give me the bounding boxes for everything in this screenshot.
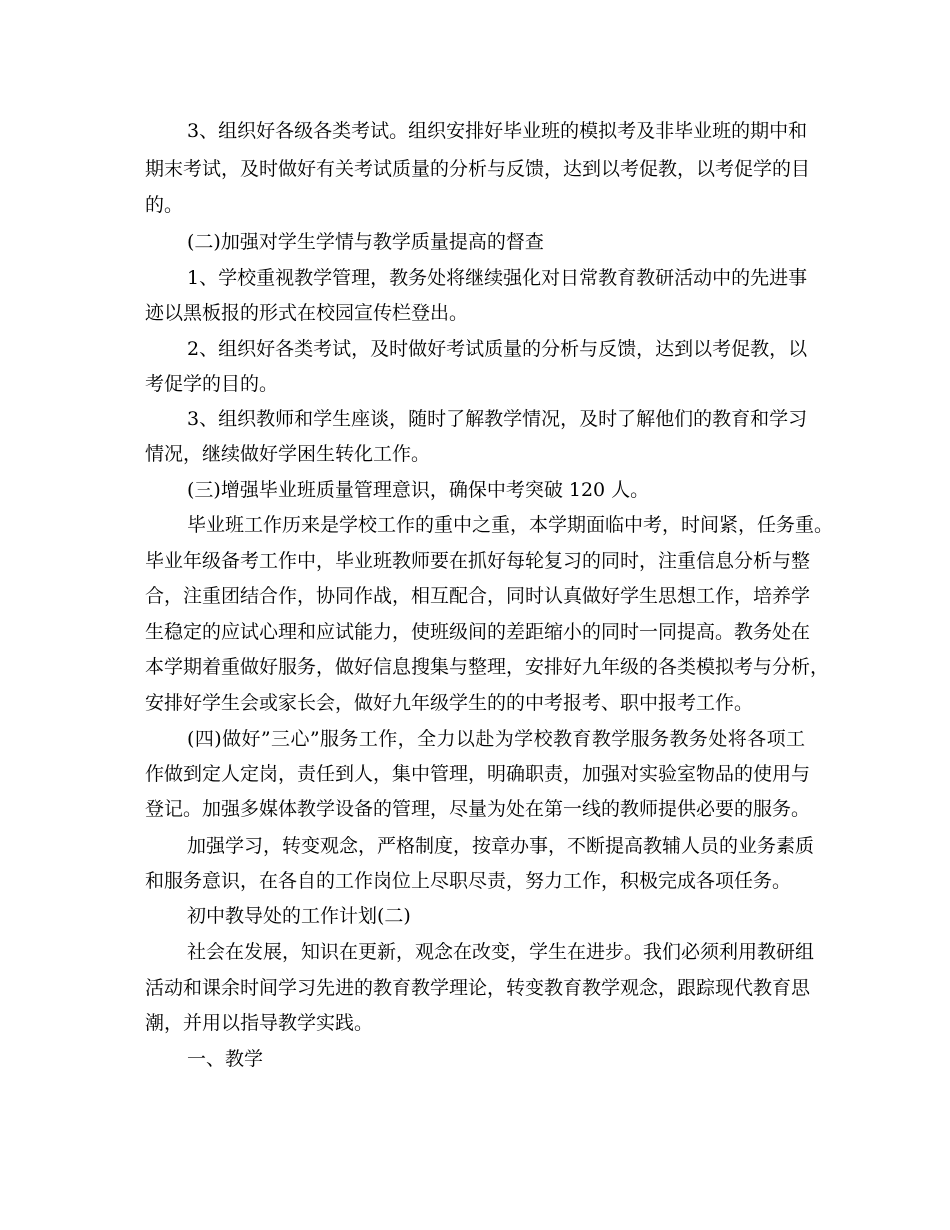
- text-line: 1、学校重视教学管理，教务处将继续强化对日常教育教研活动中的先进事: [187, 267, 808, 289]
- text-line: 和服务意识，在各自的工作岗位上尽职尽责，努力工作，积极完成各项任务。: [145, 870, 792, 892]
- text-line: 迹以黑板报的形式在校园宣传栏登出。: [145, 302, 469, 324]
- text-line: 3、组织教师和学生座谈，随时了解教学情况，及时了解他们的教育和学习: [187, 408, 808, 430]
- text-line: 毕业年级备考工作中，毕业班教师要在抓好每轮复习的同时，注重信息分析与整: [145, 550, 811, 572]
- text-line: 的。: [145, 194, 184, 216]
- text-line: 合，注重团结合作，协同作战，相互配合，同时认真做好学生思想工作，培养学: [145, 585, 811, 607]
- section-heading: (二)加强对学生学情与教学质量提高的督查: [187, 231, 544, 253]
- section-heading: 一、教学: [187, 1048, 264, 1070]
- text-line: 加强学习，转变观念，严格制度，按章办事，不断提高教辅人员的业务素质: [187, 835, 815, 857]
- section-heading: (三)增强毕业班质量管理意识，确保中考突破 120 人。: [187, 479, 650, 501]
- text-line: 考促学的目的。: [145, 373, 279, 395]
- text-line: 社会在发展，知识在更新，观念在改变，学生在进步。我们必须利用教研组: [187, 941, 815, 963]
- text-line: 期末考试，及时做好有关考试质量的分析与反馈，达到以考促教，以考促学的目: [145, 158, 811, 180]
- section-heading: (四)做好”三心”服务工作，全力以赴为学校教育教学服务教务处将各项工: [187, 728, 805, 750]
- text-line: 2、组织好各类考试，及时做好考试质量的分析与反馈，达到以考促教，以: [187, 338, 808, 360]
- section-title: 初中教导处的工作计划(二): [187, 905, 411, 927]
- text-line: 毕业班工作历来是学校工作的重中之重，本学期面临中考，时间紧，任务重。: [187, 514, 834, 536]
- text-line: 潮，并用以指导教学实践。: [145, 1012, 374, 1034]
- text-line: 本学期着重做好服务，做好信息搜集与整理，安排好九年级的各类模拟考与分析，: [145, 656, 830, 678]
- text-line: 作做到定人定岗，责任到人，集中管理，明确职责，加强对实验室物品的使用与: [145, 763, 811, 785]
- text-line: 情况，继续做好学困生转化工作。: [145, 443, 431, 465]
- text-line: 活动和课余时间学习先进的教育教学理论，转变教育教学观念，跟踪现代教育思: [145, 977, 811, 999]
- text-line: 生稳定的应试心理和应试能力，使班级间的差距缩小的同时一同提高。教务处在: [145, 621, 811, 643]
- text-line: 安排好学生会或家长会，做好九年级学生的的中考报考、职中报考工作。: [145, 692, 754, 714]
- text-line: 登记。加强多媒体教学设备的管理，尽量为处在第一线的教师提供必要的服务。: [145, 798, 811, 820]
- text-line: 3、组织好各级各类考试。组织安排好毕业班的模拟考及非毕业班的期中和: [187, 120, 808, 142]
